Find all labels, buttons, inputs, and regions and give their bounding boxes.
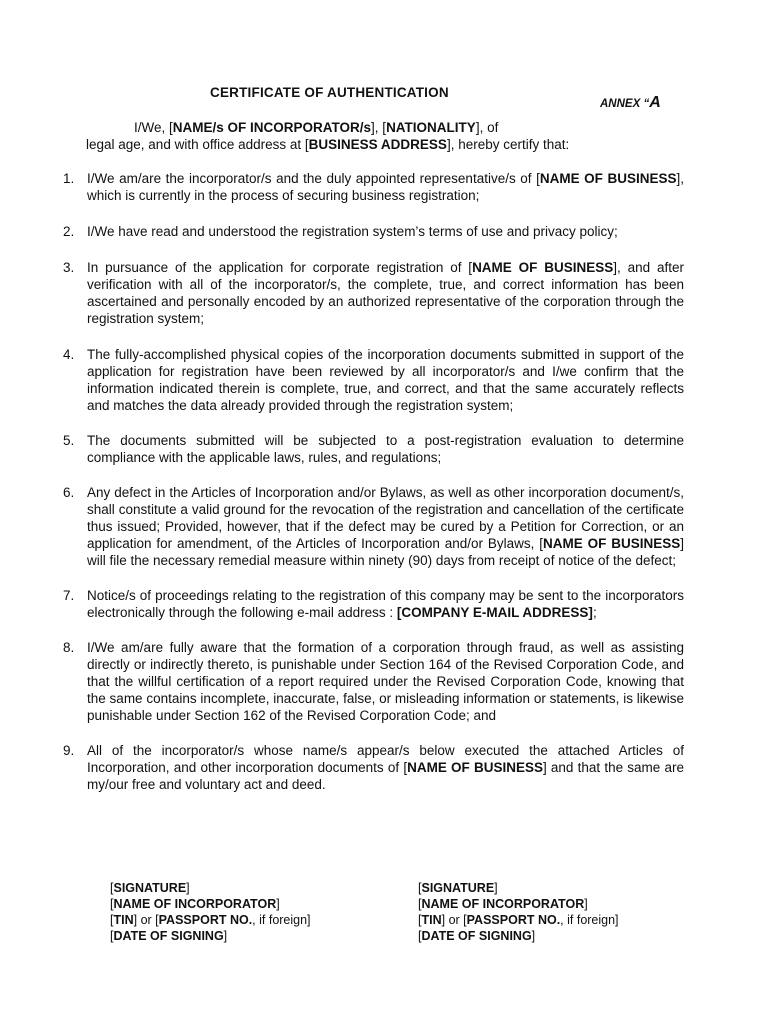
date-line: [DATE OF SIGNING] [418,929,536,943]
item-number: 1. [63,171,75,186]
date-line: [DATE OF SIGNING] [110,929,228,943]
placeholder-date-of-signing: DATE OF SIGNING [421,929,532,943]
id-or-text: ] or [ [441,913,467,927]
list-item [60,223,684,240]
list-item [60,742,684,793]
item-number: 8. [63,640,75,655]
intro-text: legal age, and with office address at [ [86,137,309,152]
list-item [60,587,684,621]
placeholder-passport: PASSPORT NO. [158,913,253,927]
item-text: The documents submitted will be subjected to a post-registration evaluation to determine compliance with the applicable laws, rules, and regulations; [87,433,684,465]
signature-block-right [418,880,619,944]
document-title: CERTIFICATE OF AUTHENTICATION [210,85,449,100]
item-text: I/We have read and understood the registration system’s terms of use and privacy policy; [87,224,618,239]
annex-prefix: ANNEX “ [600,98,650,110]
id-foreign-text: , if foreign] [560,913,619,927]
placeholder-business-address: BUSINESS ADDRESS [308,137,447,152]
annex-label [600,94,661,112]
placeholder-company-email: [COMPANY E-MAIL ADDRESS] [396,605,593,620]
item-text: ], which is currently in the process of securing business registration; [87,171,684,203]
list-item [60,259,684,327]
id-or-text: ] or [ [133,913,159,927]
item-number: 3. [63,260,75,275]
intro-paragraph [86,119,686,153]
item-text: I/We am/are the incorporator/s and the duly appointed representative/s of [ [87,171,540,186]
placeholder-tin: TIN [421,913,442,927]
id-foreign-text: , if foreign] [252,913,311,927]
item-text: ] and that the same are my/our free and voluntary act and deed. [87,760,684,792]
intro-text: ], of [475,120,499,135]
item-text: In pursuance of the application for corporate registration of [ [87,260,473,275]
item-text: The fully-accomplished physical copies of the incorporation documents submitted in support of the application for registration have been reviewed by all incorporator/s and I/we confirm that the information indicated therein is complete, true, and correct, and that the same accurately reflects and matches the data already provided through the registration system; [87,347,684,413]
name-line: [NAME OF INCORPORATOR] [110,897,280,911]
list-item [60,432,684,466]
signature-block-left [110,880,311,944]
placeholder-incorporator-name: NAME OF INCORPORATOR [421,897,585,911]
item-text: ], and after verification with all of the incorporator/s, the complete, true, and correct information has been ascertained and personally encoded by an authorized representative of the corporation through the registration system; [87,260,684,326]
signature-line: [SIGNATURE] [110,881,190,895]
list-item [60,484,684,569]
intro-text: ], hereby certify that: [446,137,570,152]
item-number: 6. [63,485,75,500]
item-text: Notice/s of proceedings relating to the registration of this company may be sent to the incorporators electronically through the following e-mail address : [87,588,684,620]
id-line: [TIN] or [PASSPORT NO., if foreign] [110,913,311,927]
intro-line-1 [86,119,686,136]
certification-list [60,170,684,793]
item-number: 4. [63,347,75,362]
item-text: ; [592,605,597,620]
item-text: I/We am/are fully aware that the formation of a corporation through fraud, as well as assisting directly or indirectly thereto, is punishable under Section 164 of the Revised Corporation Code, and that the willful certification of a report required under the Revised Corporation Code, knowing that the same contains incomplete, inaccurate, false, or misleading information or statements, is likewise punishable under Section 162 of the Revised Corporation Code; and [87,640,684,723]
placeholder-signature: SIGNATURE [421,881,495,895]
item-text: All of the incorporator/s whose name/s appear/s below executed the attached Articles of Incorporation, and other incorporation documents of [ [87,743,684,775]
id-line: [TIN] or [PASSPORT NO., if foreign] [418,913,619,927]
list-item [60,170,684,204]
item-text: ] will file the necessary remedial measure within ninety (90) days from receipt of notice of the defect; [87,536,684,568]
intro-text: I/We, [ [134,120,173,135]
item-number: 5. [63,433,75,448]
placeholder-tin: TIN [113,913,134,927]
placeholder-business-name: NAME OF BUSINESS [407,760,543,775]
placeholder-incorporator-name: NAME OF INCORPORATOR [113,897,277,911]
placeholder-signature: SIGNATURE [113,881,187,895]
item-text: Any defect in the Articles of Incorporation and/or Bylaws, as well as other incorporation document/s, shall constitute a valid ground for the revocation of the registration and cancellation of the certificate thus issued; Provided, however, that if the defect may be cured by a Petition for Correction, or an application for amendment, of the Articles of Incorporation and/or Bylaws, [ [87,485,684,551]
item-number: 2. [63,224,75,239]
list-item [60,346,684,414]
placeholder-nationality: NATIONALITY [386,120,476,135]
placeholder-date-of-signing: DATE OF SIGNING [113,929,224,943]
name-line: [NAME OF INCORPORATOR] [418,897,588,911]
placeholder-business-name: NAME OF BUSINESS [472,260,614,275]
signature-line: [SIGNATURE] [418,881,498,895]
item-number: 7. [63,588,75,603]
placeholder-incorporators: NAME/s OF INCORPORATOR/s [172,120,372,135]
annex-letter: A [649,94,661,111]
placeholder-business-name: NAME OF BUSINESS [539,171,677,186]
list-item [60,639,684,724]
item-number: 9. [63,743,75,758]
placeholder-business-name: NAME OF BUSINESS [543,536,681,551]
placeholder-passport: PASSPORT NO. [466,913,561,927]
intro-text: ], [ [371,120,387,135]
